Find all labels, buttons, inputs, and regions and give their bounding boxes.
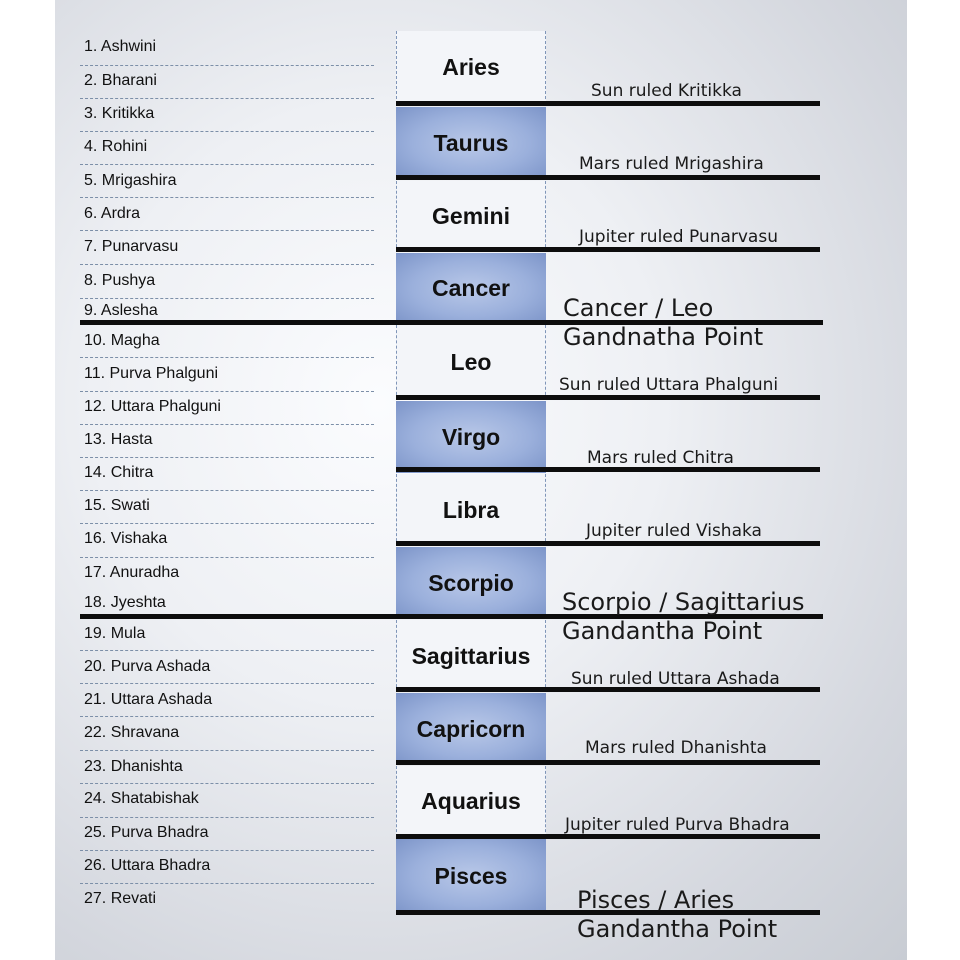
zodiac-sign-box: [396, 31, 546, 104]
zodiac-sign-label: Libra: [442, 496, 500, 523]
rulership-annotation: Sun ruled Kritikka: [591, 81, 742, 101]
zodiac-sign-label: Capricorn: [416, 715, 526, 742]
nakshatra-item: 10. Magha: [84, 332, 160, 349]
gandanta-line1: Pisces / Aries: [577, 886, 735, 914]
gandanta-point-label: [577, 886, 777, 944]
nakshatra-item: 7. Punarvasu: [84, 238, 179, 255]
nakshatra-item: 24. Shatabishak: [84, 790, 199, 807]
rulership-annotation: Sun ruled Uttara Phalguni: [559, 375, 779, 395]
nakshatra-separator: [80, 131, 374, 132]
nakshatra-item: 18. Jyeshta: [84, 594, 166, 611]
sign-boundary-line: [396, 101, 820, 106]
nakshatra-separator: [80, 490, 374, 491]
nakshatra-separator: [80, 65, 374, 66]
rulership-annotation: Jupiter ruled Vishaka: [586, 521, 762, 541]
nakshatra-item: 8. Pushya: [84, 272, 156, 289]
zodiac-sign-label: Aquarius: [421, 788, 521, 814]
sign-boundary-line: [396, 395, 820, 400]
nakshatra-item: 13. Hasta: [84, 431, 153, 448]
nakshatra-item: 20. Purva Ashada: [84, 658, 211, 675]
nakshatra-separator: [80, 98, 374, 99]
nakshatra-item: 4. Rohini: [84, 138, 148, 155]
rulership-annotation: Jupiter ruled Purva Bhadra: [565, 815, 790, 835]
nakshatra-separator: [80, 298, 374, 299]
gandanta-line2: Gandnatha Point: [563, 323, 764, 351]
nakshatra-item: 27. Revati: [84, 890, 157, 907]
zodiac-sign-box: [396, 253, 546, 324]
nakshatra-separator: [80, 164, 374, 165]
nakshatra-separator: [80, 883, 374, 884]
zodiac-sign-box: [396, 325, 546, 400]
nakshatra-separator: [80, 424, 374, 425]
nakshatra-separator: [80, 683, 374, 684]
nakshatra-item: 15. Swati: [84, 497, 150, 514]
nakshatra-separator: [80, 457, 374, 458]
zodiac-sign-box: [396, 474, 546, 546]
rulership-annotation: Sun ruled Uttara Ashada: [571, 669, 780, 689]
sign-boundary-line: [396, 175, 820, 180]
rulership-annotation: Mars ruled Chitra: [587, 448, 734, 468]
gandanta-line2: Gandantha Point: [562, 617, 763, 645]
zodiac-sign-label: Virgo: [441, 423, 501, 450]
gandanta-line1: Cancer / Leo: [563, 294, 714, 322]
nakshatra-separator: [80, 716, 374, 717]
nakshatra-item: 23. Dhanishta: [84, 758, 183, 775]
zodiac-sign-label: Taurus: [433, 130, 509, 156]
zodiac-sign-box: [396, 107, 546, 180]
nakshatra-item: 19. Mula: [84, 625, 146, 642]
nakshatra-separator: [80, 650, 374, 651]
zodiac-sign-label: Aries: [442, 54, 500, 80]
nakshatra-separator: [80, 523, 374, 524]
nakshatra-separator: [80, 391, 374, 392]
zodiac-sign-box: [396, 401, 546, 473]
nakshatra-item: 5. Mrigashira: [84, 172, 177, 189]
nakshatra-item: 21. Uttara Ashada: [84, 691, 213, 708]
zodiac-sign-label: Pisces: [434, 862, 508, 889]
zodiac-sign-box: [396, 547, 546, 619]
nakshatra-item: 11. Purva Phalguni: [84, 365, 219, 382]
nakshatra-separator: [80, 197, 374, 198]
nakshatra-separator: [80, 817, 374, 818]
sign-boundary-line: [396, 760, 820, 765]
zodiac-sign-box: [396, 766, 546, 837]
gandanta-point-label: [562, 588, 805, 646]
nakshatra-separator: [80, 783, 374, 784]
nakshatra-separator: [80, 750, 374, 751]
nakshatra-item: 12. Uttara Phalguni: [84, 398, 221, 415]
zodiac-sign-label: Gemini: [432, 203, 510, 229]
zodiac-sign-box: [396, 693, 546, 765]
nakshatra-item: 3. Kritikka: [84, 105, 155, 122]
nakshatra-separator: [80, 850, 374, 851]
sign-boundary-line: [396, 541, 820, 546]
zodiac-sign-box: [396, 181, 546, 252]
nakshatra-item: 16. Vishaka: [84, 530, 168, 547]
zodiac-sign-label: Cancer: [432, 275, 510, 301]
nakshatra-separator: [80, 357, 374, 358]
zodiac-sign-box: [396, 620, 546, 692]
rulership-annotation: Mars ruled Dhanishta: [585, 738, 767, 758]
nakshatra-item: 2. Bharani: [84, 72, 157, 89]
sign-boundary-line: [396, 247, 820, 252]
nakshatra-item: 6. Ardra: [84, 205, 141, 222]
gandanta-point-label: [563, 294, 763, 352]
nakshatra-item: 26. Uttara Bhadra: [84, 857, 211, 874]
nakshatra-item: 22. Shravana: [84, 724, 180, 741]
rulership-annotation: Jupiter ruled Punarvasu: [579, 227, 778, 247]
nakshatra-separator: [80, 230, 374, 231]
zodiac-sign-label: Sagittarius: [411, 642, 531, 669]
nakshatra-separator: [80, 264, 374, 265]
nakshatra-item: 17. Anuradha: [84, 564, 180, 581]
zodiac-sign-label: Scorpio: [428, 569, 514, 596]
gandanta-line1: Scorpio / Sagittarius: [562, 588, 805, 616]
nakshatra-item: 9. Aslesha: [84, 302, 158, 319]
zodiac-sign-box: [396, 838, 546, 914]
rulership-annotation: Mars ruled Mrigashira: [579, 154, 764, 174]
gandanta-line2: Gandantha Point: [577, 915, 778, 943]
nakshatra-item: 14. Chitra: [84, 464, 154, 481]
nakshatra-separator: [80, 557, 374, 558]
nakshatra-item: 25. Purva Bhadra: [84, 824, 209, 841]
zodiac-sign-label: Leo: [450, 349, 492, 375]
nakshatra-item: 1. Ashwini: [84, 38, 157, 55]
